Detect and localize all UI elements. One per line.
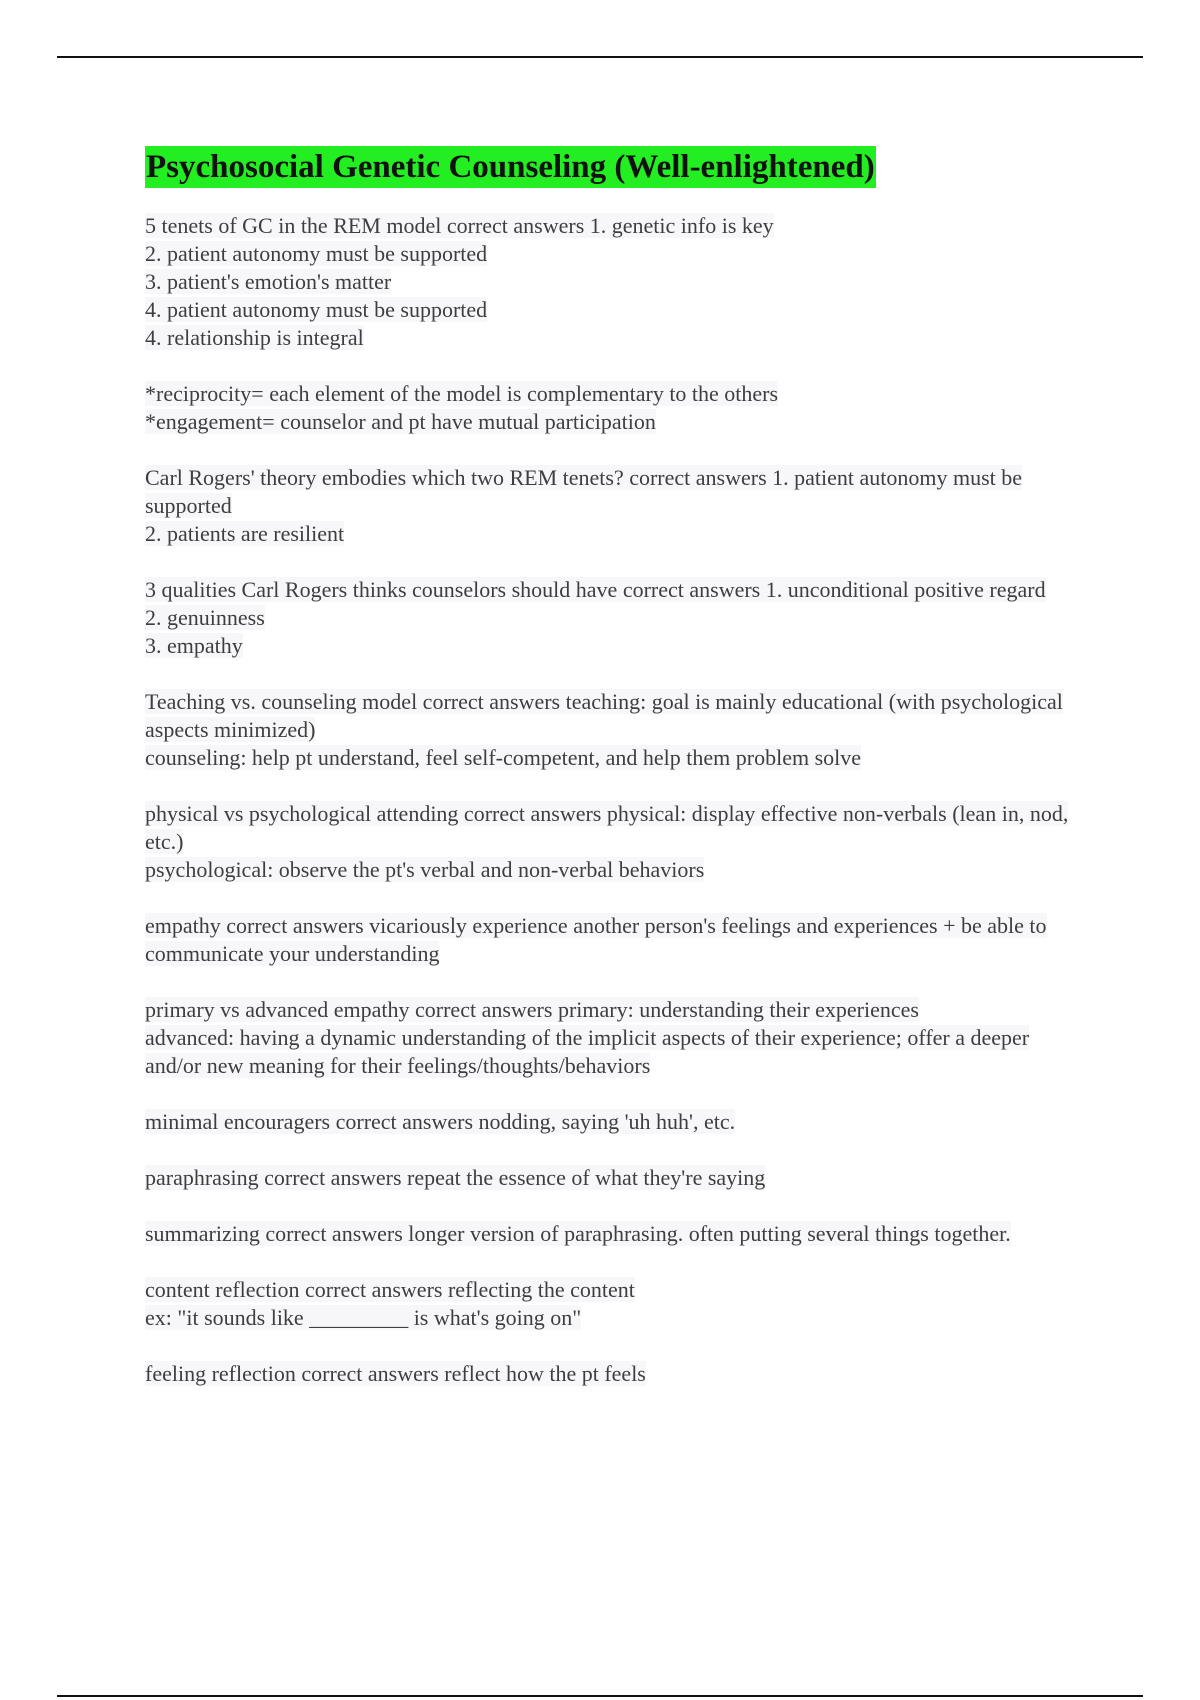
entry-line: counseling: help pt understand, feel self-competent, and help them problem solve xyxy=(145,745,862,770)
entry-line: 4. patient autonomy must be supported xyxy=(145,297,488,322)
entry-line: minimal encouragers correct answers nodding, saying 'uh huh', etc. xyxy=(145,1109,736,1134)
entry-line: *reciprocity= each element of the model is complementary to the others xyxy=(145,381,779,406)
entry-line: summarizing correct answers longer version of paraphrasing. often putting several things together. xyxy=(145,1221,1011,1246)
entry-line: Teaching vs. counseling model correct answers teaching: goal is mainly educational (with psychological aspects minimized) xyxy=(145,689,1063,742)
qa-entry-rem-tenets xyxy=(145,212,1085,352)
qa-entry-primary-vs-advanced-empathy xyxy=(145,996,1085,1080)
qa-entry-carl-rogers-qualities xyxy=(145,576,1085,660)
entry-line: feeling reflection correct answers reflect how the pt feels xyxy=(145,1361,646,1386)
qa-entry-teaching-vs-counseling xyxy=(145,688,1085,772)
entry-line: 3. patient's emotion's matter xyxy=(145,269,392,294)
entry-line: paraphrasing correct answers repeat the essence of what they're saying xyxy=(145,1165,766,1190)
entry-line: *engagement= counselor and pt have mutual participation xyxy=(145,409,656,434)
entry-line: 5 tenets of GC in the REM model correct answers 1. genetic info is key xyxy=(145,213,774,238)
qa-entries xyxy=(145,212,1085,1388)
entry-line: 2. genuinness xyxy=(145,605,265,630)
document-title: Psychosocial Genetic Counseling (Well-enlightened) xyxy=(145,146,876,188)
top-rule xyxy=(57,56,1143,58)
qa-entry-summarizing xyxy=(145,1220,1085,1248)
qa-entry-content-reflection xyxy=(145,1276,1085,1332)
entry-line: psychological: observe the pt's verbal and non-verbal behaviors xyxy=(145,857,705,882)
entry-line: primary vs advanced empathy correct answers primary: understanding their experiences xyxy=(145,997,919,1022)
entry-line: 2. patients are resilient xyxy=(145,521,345,546)
qa-entry-reciprocity xyxy=(145,380,1085,436)
document-body xyxy=(145,146,1085,1416)
entry-line: 2. patient autonomy must be supported xyxy=(145,241,488,266)
entry-line: ex: "it sounds like _________ is what's going on" xyxy=(145,1305,582,1330)
qa-entry-paraphrasing xyxy=(145,1164,1085,1192)
entry-line: physical vs psychological attending correct answers physical: display effective non-verbals (lean in, nod, etc.) xyxy=(145,801,1069,854)
qa-entry-empathy xyxy=(145,912,1085,968)
qa-entry-carl-rogers-tenets xyxy=(145,464,1085,548)
qa-entry-attending xyxy=(145,800,1085,884)
entry-line: content reflection correct answers reflecting the content xyxy=(145,1277,635,1302)
entry-line: advanced: having a dynamic understanding of the implicit aspects of their experience; offer a deeper and/or new meaning for their feelings/thoughts/behaviors xyxy=(145,1025,1030,1078)
entry-line: 3 qualities Carl Rogers thinks counselors should have correct answers 1. unconditional positive regard xyxy=(145,577,1046,602)
bottom-rule xyxy=(57,1695,1143,1697)
entry-line: Carl Rogers' theory embodies which two REM tenets? correct answers 1. patient autonomy must be supported xyxy=(145,465,1023,518)
entry-line: 4. relationship is integral xyxy=(145,325,364,350)
entry-line: 3. empathy xyxy=(145,633,243,658)
qa-entry-feeling-reflection xyxy=(145,1360,1085,1388)
entry-line: empathy correct answers vicariously experience another person's feelings and experiences + be able to communicate your understanding xyxy=(145,913,1047,966)
qa-entry-minimal-encouragers xyxy=(145,1108,1085,1136)
